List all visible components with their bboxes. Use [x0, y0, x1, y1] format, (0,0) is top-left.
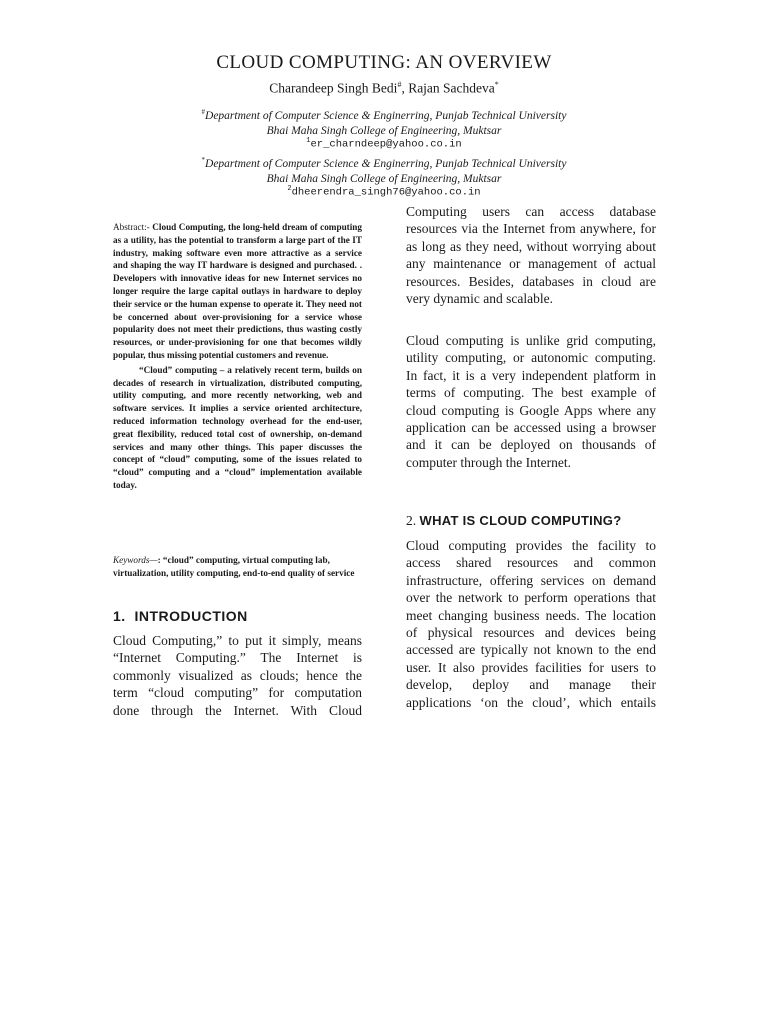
abstract — [113, 221, 362, 492]
email-1-address[interactable]: er_charndeep@yahoo.co.in — [310, 138, 462, 151]
introduction-para: Cloud Computing,” to put it simply, means “Internet Computing.” The Internet is commonly visualized as clouds; hence the term “cloud computing” for computation done through the Internet. With Cloud — [113, 633, 362, 718]
author-2-mark: * — [494, 80, 499, 89]
abstract-para-2: “Cloud” computing – a relatively recent term, builds on decades of research in virtualization, distributed computing, utility computing, and more recently networking, web and software services. It implies a service oriented architecture, reduced information technology overhead for the end-user, great flexibility, reduced total cost of ownership, on-demand services and many other things. This paper discusses the concept of “cloud” computing, some of the issues related to “cloud” computing and a “cloud” implementation available today. — [113, 364, 362, 490]
affiliation-1-line1: Department of Computer Science & Enginerring, Punjab Technical University — [205, 109, 567, 122]
abstract-para-1: Cloud Computing, the long-held dream of computing as a utility, has the potential to transform a large part of the IT industry, making software even more attractive as a service and shaping the way IT hardware is designed and purchased. . Developers with innovative ideas for new Internet services no longer require the large capital outlays in hardware to deploy their service or the human expense to operate it. They need not be concerned about over-provisioning for a service whose popularity does not meet their predictions, thus wasting costly resources, or under-provisioning for one that becomes wildly popular, thus missing potential customers and revenue. — [113, 222, 362, 360]
email-1-mark: 1 — [306, 137, 311, 145]
section-1-number: 1. — [113, 608, 126, 624]
email-2-address[interactable]: dheerendra_singh76@yahoo.co.in — [291, 186, 481, 199]
email-2-mark: 2 — [287, 185, 292, 193]
section-1-title: INTRODUCTION — [134, 608, 248, 624]
email-1[interactable] — [0, 137, 768, 151]
introduction-text — [113, 632, 362, 719]
abstract-label: Abstract:- — [113, 222, 150, 232]
author-2: Rajan Sachdeva — [408, 80, 495, 96]
right-para-2 — [406, 332, 656, 471]
keywords — [113, 554, 362, 580]
author-line — [0, 80, 768, 97]
paper-title: CLOUD COMPUTING: AN OVERVIEW — [216, 52, 552, 73]
right-para-1 — [406, 203, 656, 307]
affiliation-2 — [0, 153, 768, 187]
right-para-2-text: Cloud computing is unlike grid computing, utility computing, or autonomic computing. In fact, it is a very independent platform in terms of computing. The best example of cloud computing is Google Apps where any application can be accessed using a browser and it can be deployed on thousands of computer through the Internet. — [406, 333, 656, 470]
affiliation-1 — [0, 105, 768, 139]
right-para-1-text: Computing users can access database resources via the Internet from anywhere, for as long as they need, without worrying about any maintenance or management of actual resources. Besides, databases in cloud are very dynamic and scalable. — [406, 204, 656, 307]
affiliation-1-line2: Bhai Maha Singh College of Engineering, Muktsar — [266, 124, 502, 137]
affiliation-2-line2: Bhai Maha Singh College of Engineering, Muktsar — [266, 172, 502, 185]
affiliation-1-mark: # — [201, 108, 206, 116]
author-1: Charandeep Singh Bedi — [269, 80, 398, 96]
section-2-title: WHAT IS CLOUD COMPUTING? — [419, 513, 622, 528]
author-separator: , — [401, 80, 409, 96]
author-1-mark: # — [397, 80, 402, 89]
section-2-heading — [406, 513, 621, 529]
affiliation-2-mark: * — [201, 156, 206, 164]
keywords-label: Keywords— — [113, 555, 158, 565]
section-2-number: 2. — [406, 513, 417, 528]
affiliation-2-line1: Department of Computer Science & Enginerring, Punjab Technical University — [205, 157, 567, 170]
section-1-heading — [113, 608, 362, 624]
right-para-3-text: Cloud computing provides the facility to access shared resources and common infrastructure, offering services on demand over the network to perform operations that meet changing business needs. The location of physical resources and devices being accessed are typically not known to the end user. It also provides facilities for users to develop, deploy and manage their applications ‘on the cloud’, which entails — [406, 538, 656, 710]
right-para-3 — [406, 537, 656, 711]
keywords-text: : “cloud” computing, virtual computing lab, virtualization, utility computing, end-to-end quality of service — [113, 555, 355, 578]
email-2[interactable] — [0, 185, 768, 199]
